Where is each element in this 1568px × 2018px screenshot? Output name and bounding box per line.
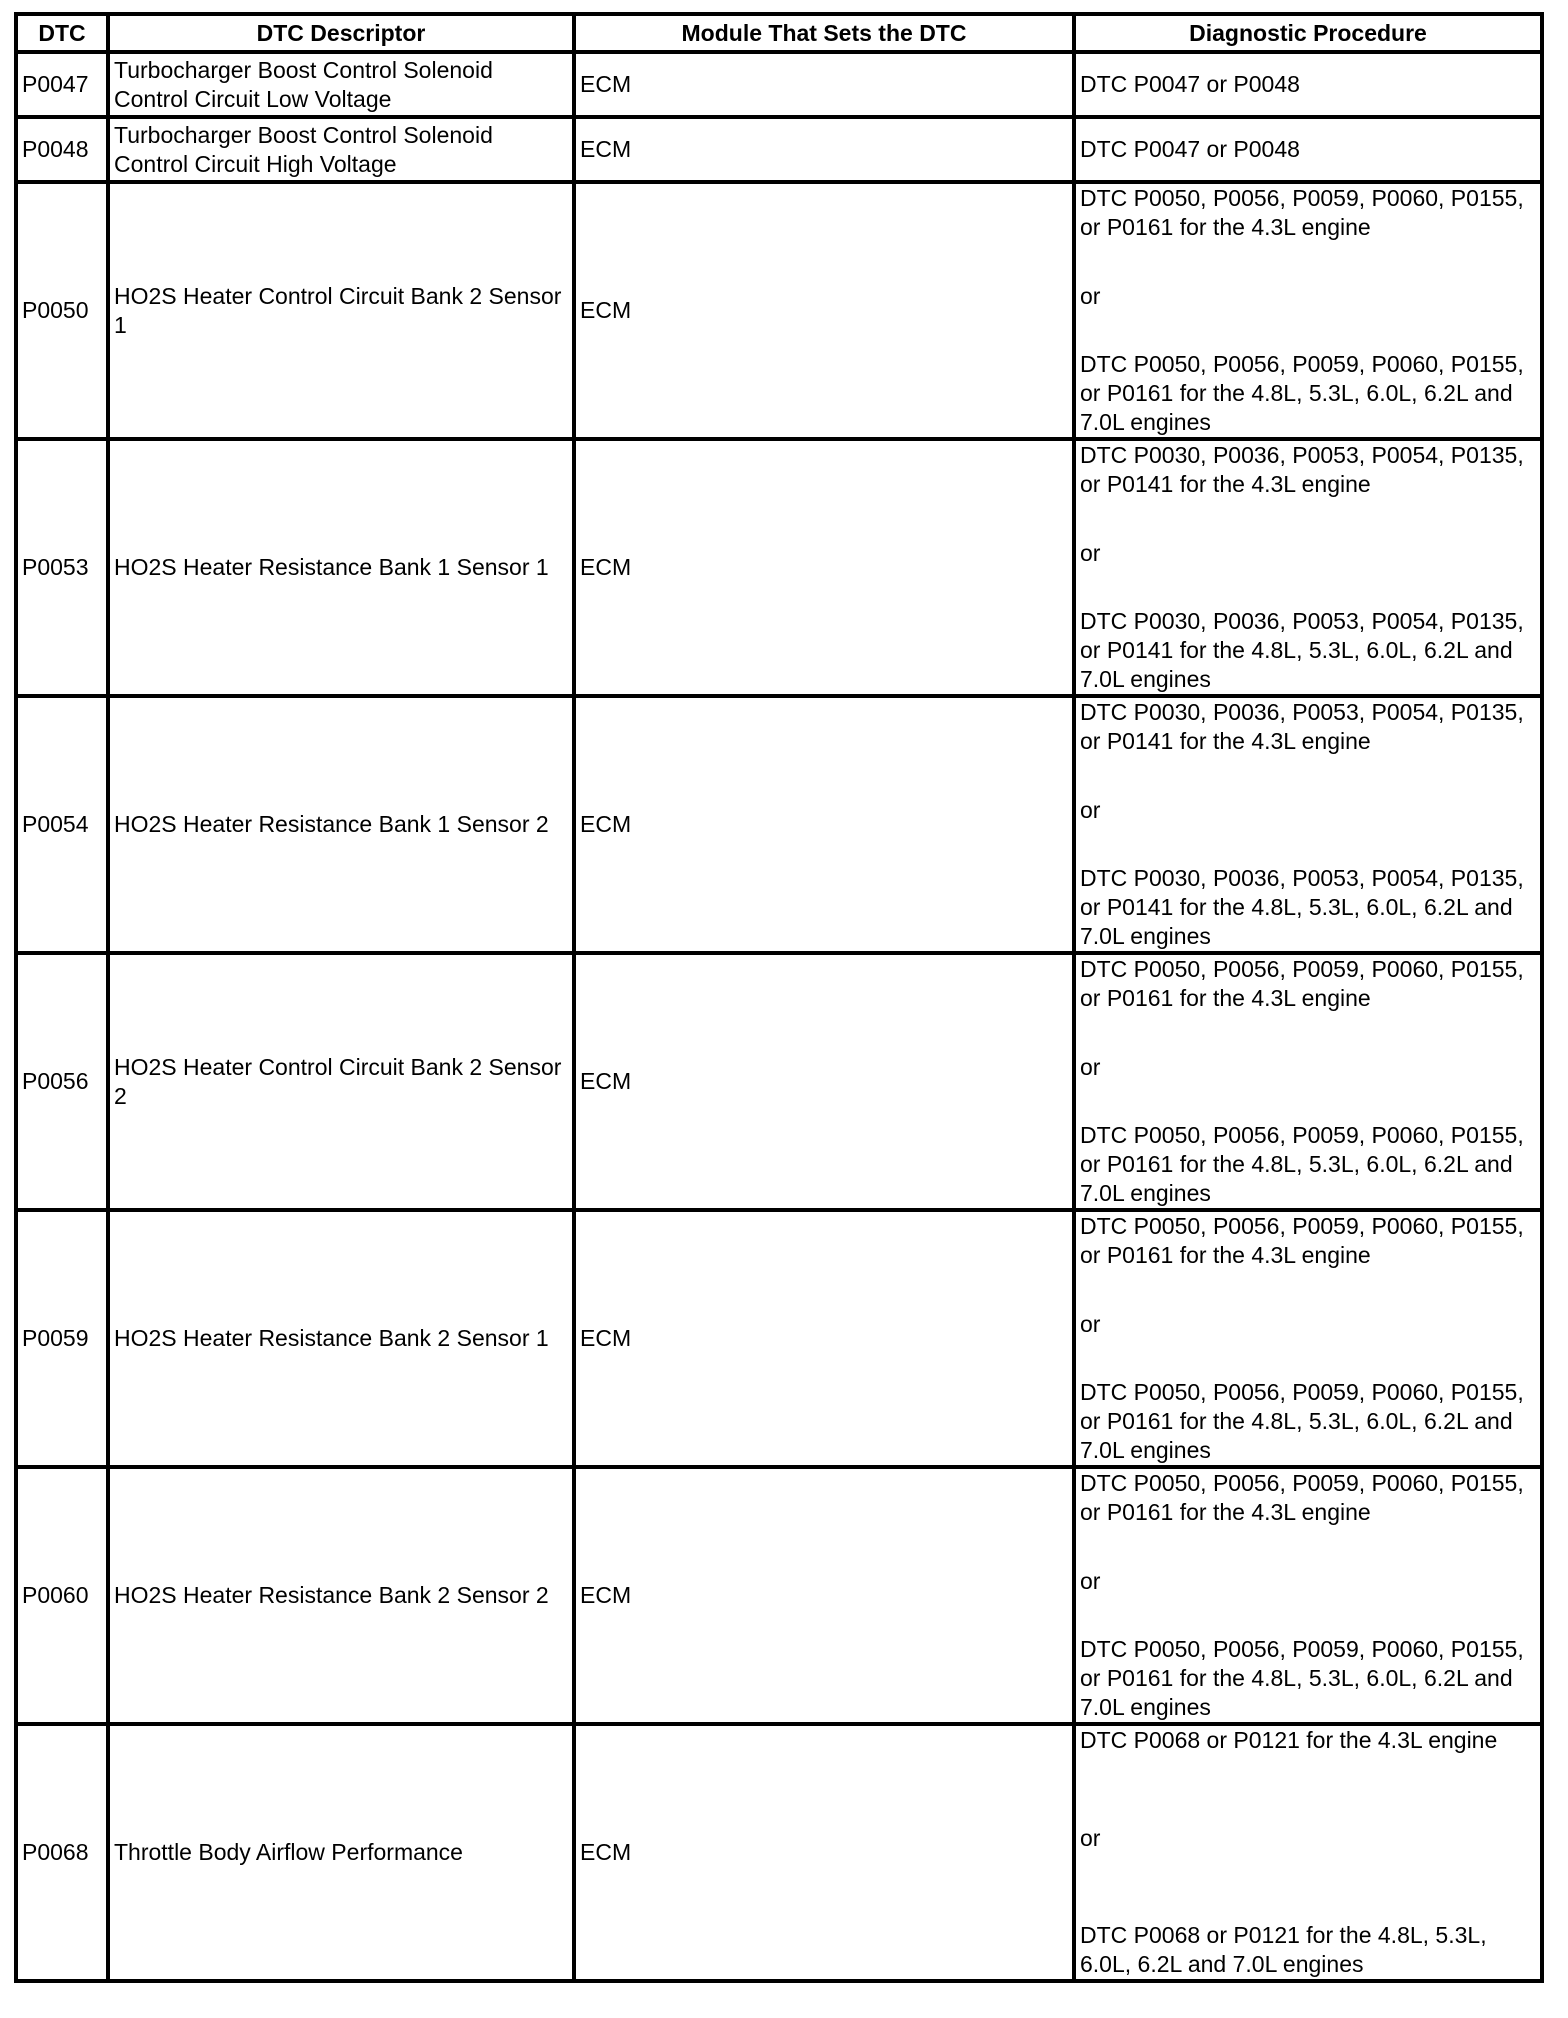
dtc-code: P0060 [16, 1467, 108, 1724]
header-descriptor: DTC Descriptor [108, 14, 574, 52]
dtc-descriptor: HO2S Heater Resistance Bank 2 Sensor 2 [108, 1467, 574, 1724]
procedure-option-a: DTC P0050, P0056, P0059, P0060, P0155, or P0161 for the 4.3L engine [1080, 1213, 1524, 1268]
dtc-code: P0048 [16, 117, 108, 182]
header-procedure: Diagnostic Procedure [1074, 14, 1542, 52]
dtc-code: P0050 [16, 182, 108, 439]
dtc-code: P0047 [16, 52, 108, 117]
setting-module: ECM [574, 1467, 1074, 1724]
dtc-code: P0053 [16, 439, 108, 696]
procedure-option-b: DTC P0030, P0036, P0053, P0054, P0135, or P0141 for the 4.8L, 5.3L, 6.0L, 6.2L and 7.0L engines [1080, 608, 1524, 692]
procedure-or: or [1080, 796, 1101, 823]
header-module: Module That Sets the DTC [574, 14, 1074, 52]
dtc-descriptor: HO2S Heater Resistance Bank 1 Sensor 1 [108, 439, 574, 696]
diagnostic-procedure [1074, 953, 1542, 1210]
procedure-option-a: DTC P0050, P0056, P0059, P0060, P0155, or P0161 for the 4.3L engine [1080, 1470, 1524, 1525]
procedure-or: or [1080, 1824, 1101, 1851]
procedure-option-b: DTC P0050, P0056, P0059, P0060, P0155, or P0161 for the 4.8L, 5.3L, 6.0L, 6.2L and 7.0L engines [1080, 1122, 1524, 1206]
setting-module: ECM [574, 117, 1074, 182]
procedure-option-a: DTC P0050, P0056, P0059, P0060, P0155, or P0161 for the 4.3L engine [1080, 185, 1524, 240]
dtc-code: P0068 [16, 1724, 108, 1981]
table-row [16, 1467, 1542, 1724]
procedure-or: or [1080, 1310, 1101, 1337]
table-row [16, 1210, 1542, 1467]
setting-module: ECM [574, 1210, 1074, 1467]
setting-module: ECM [574, 953, 1074, 1210]
table-row [16, 1724, 1542, 1981]
dtc-descriptor: Throttle Body Airflow Performance [108, 1724, 574, 1981]
procedure-option-b: DTC P0068 or P0121 for the 4.8L, 5.3L, 6.0L, 6.2L and 7.0L engines [1080, 1922, 1487, 1977]
diagnostic-procedure [1074, 696, 1542, 953]
procedure-or: or [1080, 282, 1101, 309]
diagnostic-procedure [1074, 182, 1542, 439]
table-row [16, 117, 1542, 182]
dtc-descriptor: HO2S Heater Control Circuit Bank 2 Sensor 1 [108, 182, 574, 439]
procedure-option-b: DTC P0050, P0056, P0059, P0060, P0155, or P0161 for the 4.8L, 5.3L, 6.0L, 6.2L and 7.0L engines [1080, 1636, 1524, 1720]
table-row [16, 439, 1542, 696]
table-row [16, 696, 1542, 953]
procedure-option-a: DTC P0030, P0036, P0053, P0054, P0135, or P0141 for the 4.3L engine [1080, 699, 1524, 754]
table-row [16, 52, 1542, 117]
diagnostic-procedure [1074, 1467, 1542, 1724]
dtc-code: P0054 [16, 696, 108, 953]
procedure-or: or [1080, 1567, 1101, 1594]
procedure-option-b: DTC P0050, P0056, P0059, P0060, P0155, or P0161 for the 4.8L, 5.3L, 6.0L, 6.2L and 7.0L engines [1080, 1379, 1524, 1463]
dtc-descriptor: Turbocharger Boost Control Solenoid Control Circuit Low Voltage [108, 52, 574, 117]
diagnostic-procedure: DTC P0047 or P0048 [1074, 117, 1542, 182]
procedure-option-b: DTC P0030, P0036, P0053, P0054, P0135, or P0141 for the 4.8L, 5.3L, 6.0L, 6.2L and 7.0L engines [1080, 865, 1524, 949]
procedure-option-b: DTC P0050, P0056, P0059, P0060, P0155, or P0161 for the 4.8L, 5.3L, 6.0L, 6.2L and 7.0L engines [1080, 351, 1524, 435]
diagnostic-procedure [1074, 1724, 1542, 1981]
diagnostic-procedure: DTC P0047 or P0048 [1074, 52, 1542, 117]
setting-module: ECM [574, 1724, 1074, 1981]
header-row [16, 14, 1542, 52]
procedure-option-a: DTC P0030, P0036, P0053, P0054, P0135, or P0141 for the 4.3L engine [1080, 442, 1524, 497]
setting-module: ECM [574, 52, 1074, 117]
dtc-descriptor: HO2S Heater Control Circuit Bank 2 Sensor 2 [108, 953, 574, 1210]
procedure-or: or [1080, 539, 1101, 566]
dtc-descriptor: HO2S Heater Resistance Bank 2 Sensor 1 [108, 1210, 574, 1467]
dtc-code: P0056 [16, 953, 108, 1210]
setting-module: ECM [574, 439, 1074, 696]
procedure-option-a: DTC P0068 or P0121 for the 4.3L engine [1080, 1727, 1498, 1753]
header-dtc: DTC [16, 14, 108, 52]
dtc-table [14, 12, 1544, 1983]
setting-module: ECM [574, 696, 1074, 953]
procedure-or: or [1080, 1053, 1101, 1080]
dtc-descriptor: HO2S Heater Resistance Bank 1 Sensor 2 [108, 696, 574, 953]
dtc-code: P0059 [16, 1210, 108, 1467]
diagnostic-procedure [1074, 439, 1542, 696]
setting-module: ECM [574, 182, 1074, 439]
table-row [16, 953, 1542, 1210]
diagnostic-procedure [1074, 1210, 1542, 1467]
procedure-option-a: DTC P0050, P0056, P0059, P0060, P0155, or P0161 for the 4.3L engine [1080, 956, 1524, 1011]
table-row [16, 182, 1542, 439]
dtc-descriptor: Turbocharger Boost Control Solenoid Control Circuit High Voltage [108, 117, 574, 182]
